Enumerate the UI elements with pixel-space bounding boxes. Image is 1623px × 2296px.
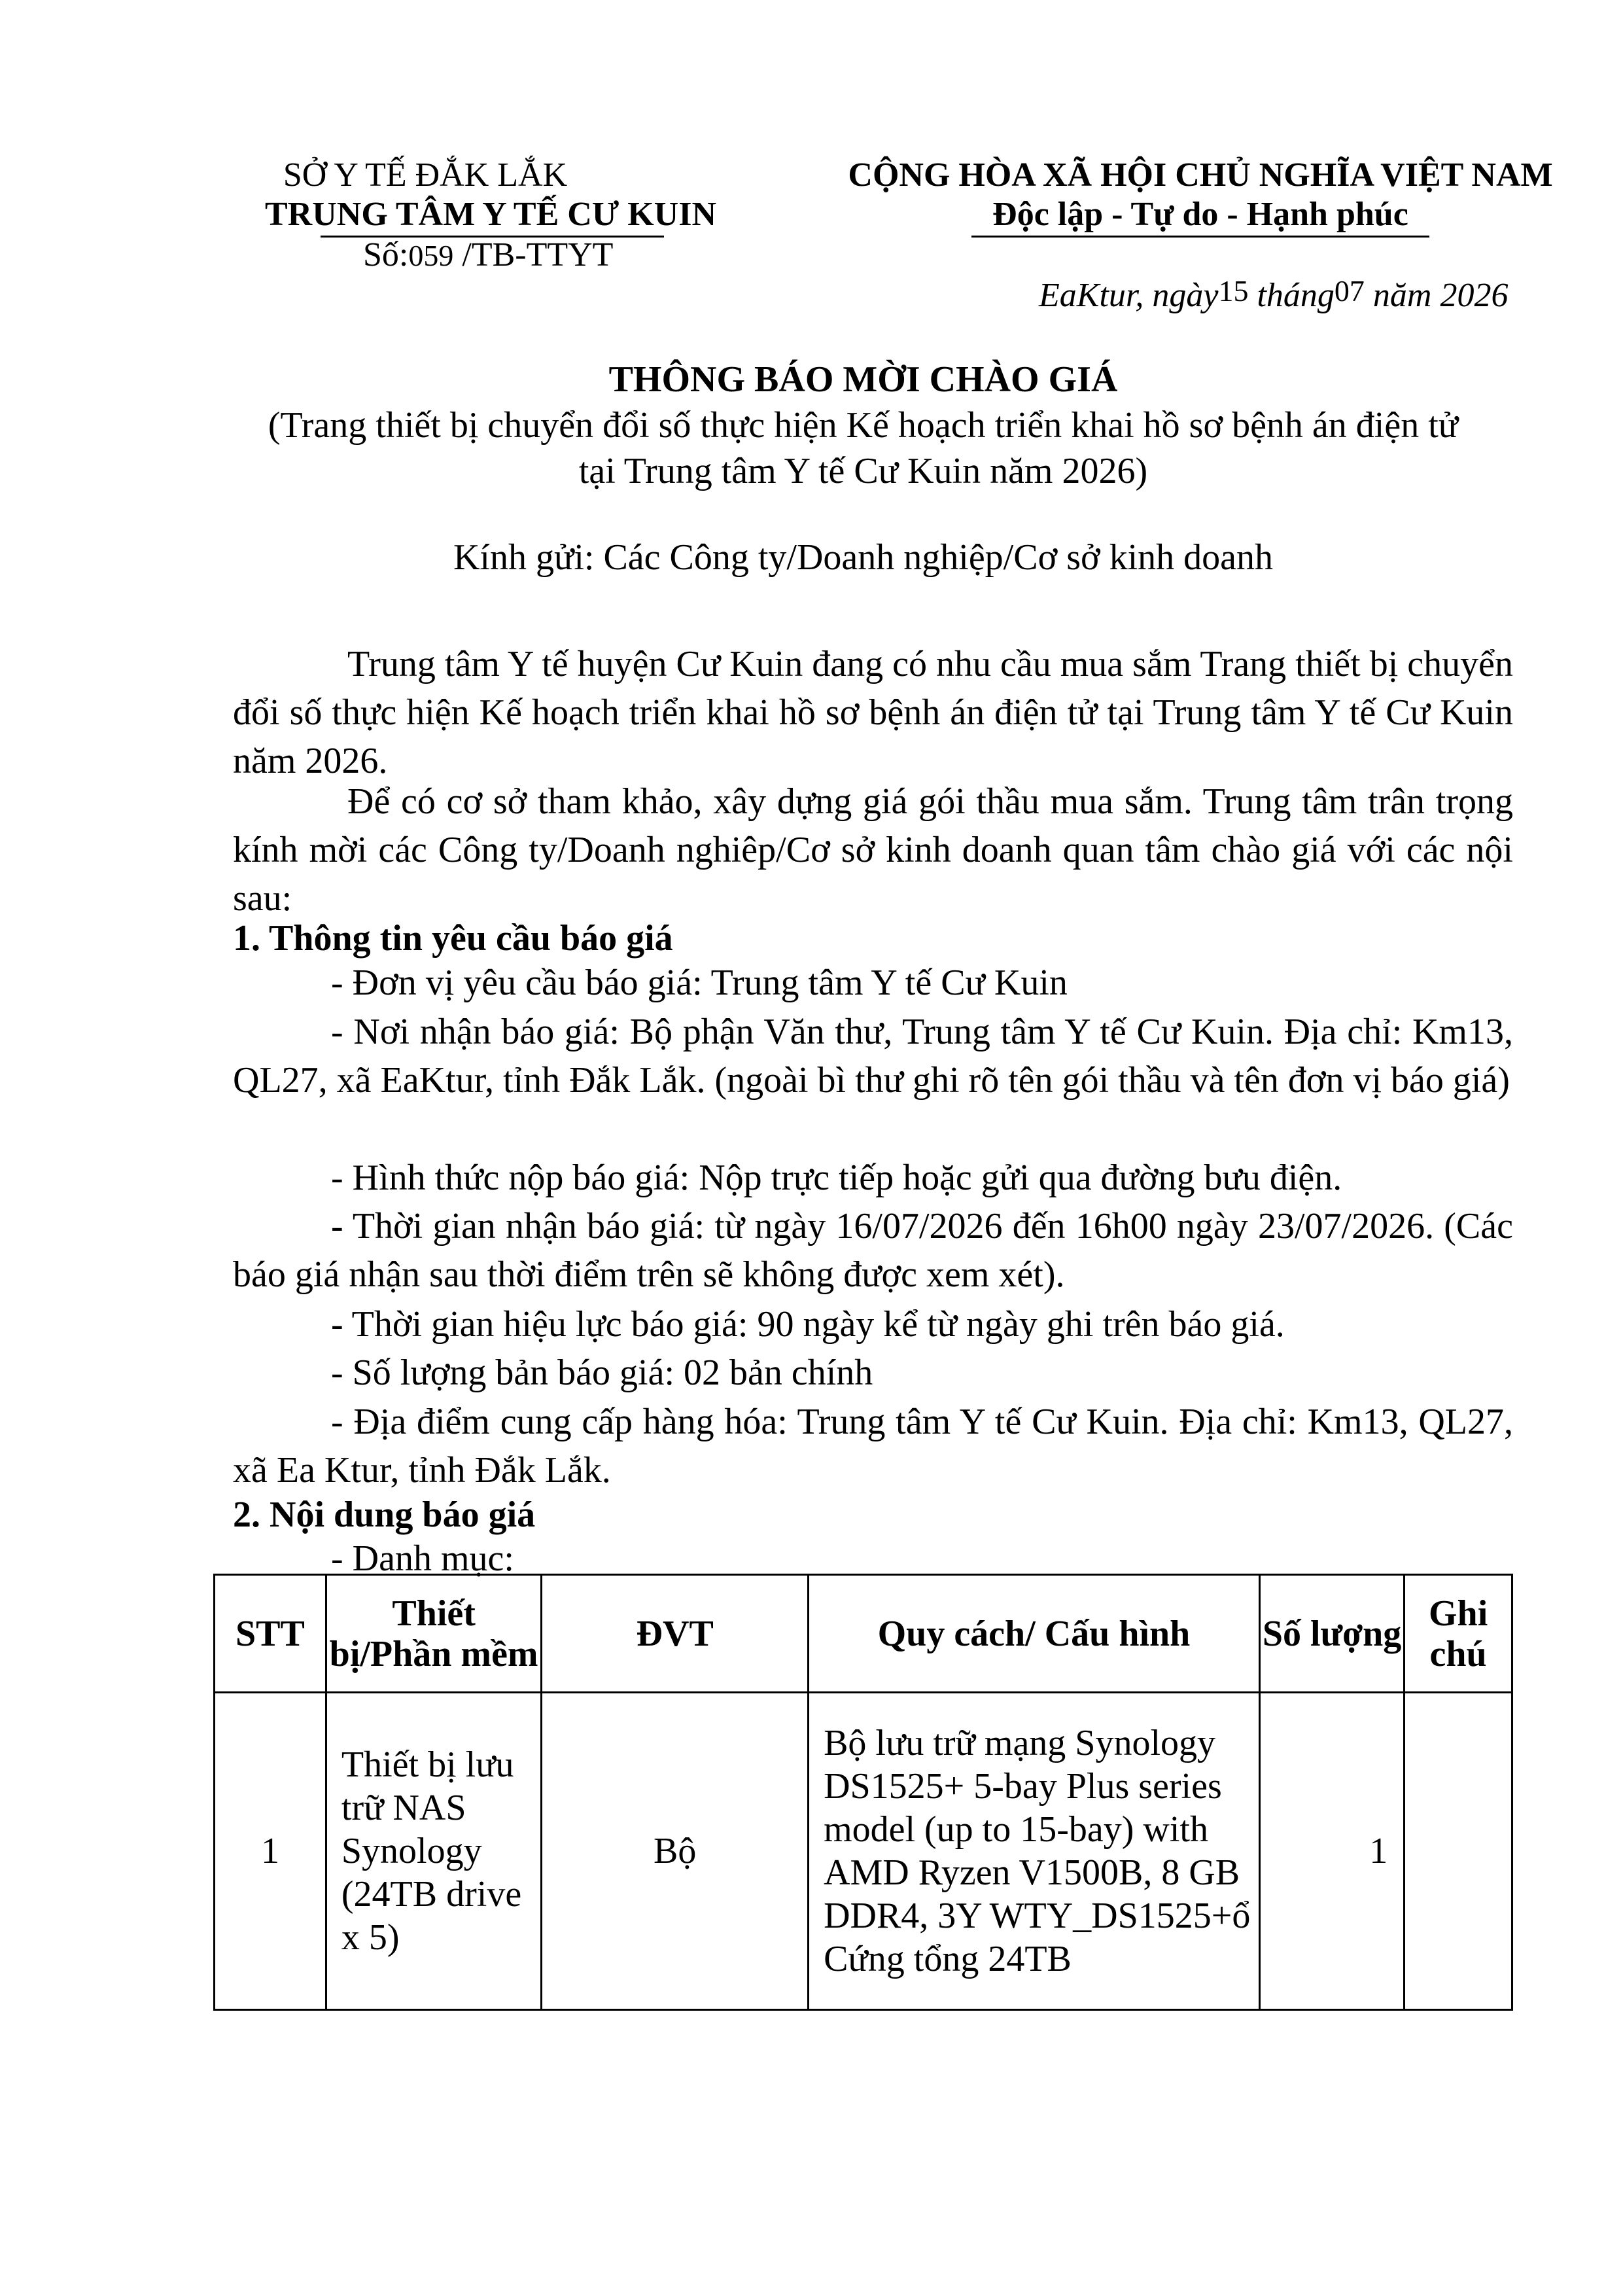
col-header-unit: ĐVT (542, 1575, 809, 1693)
section-1-heading: 1. Thông tin yêu cầu báo giá (233, 918, 673, 959)
info-item-submission-method: - Hình thức nộp báo giá: Nộp trực tiếp hoặc gửi qua đường bưu điện. (331, 1157, 1342, 1198)
national-motto: Độc lập - Tự do - Hạnh phúc (992, 196, 1408, 233)
list-label: - Danh mục: (331, 1538, 514, 1579)
info-item-delivery-place: - Địa điểm cung cấp hàng hóa: Trung tâm Y tế Cư Kuin. Địa chỉ: Km13, QL27, xã Ea Ktur, tỉnh Đắk Lắk. (233, 1402, 1513, 1491)
notice-title: THÔNG BÁO MỜI CHÀO GIÁ (608, 359, 1118, 400)
info-item-copies: - Số lượng bản báo giá: 02 bản chính (331, 1352, 873, 1393)
intro-paragraph-2: Để có cơ sở tham khảo, xây dựng giá gói thầu mua sắm. Trung tâm trân trọng kính mời các Công ty/Doanh nghiêp/Cơ sở kinh doanh quan tâm chào giá với các nội sau: (233, 781, 1513, 919)
equipment-table (213, 1574, 1513, 2011)
motto-underline (971, 236, 1429, 238)
date-line (1039, 276, 1575, 315)
cell-qty: 1 (1259, 1693, 1404, 2010)
date-month: 07 (1334, 274, 1365, 308)
doc-number-suffix: /TB-TTYT (453, 236, 614, 274)
col-header-note: Ghi chú (1405, 1575, 1512, 1693)
info-item-receiving-time: - Thời gian nhận báo giá: từ ngày 16/07/2026 đến 16h00 ngày 23/07/2026. (Các báo giá nhận sau thời điểm trên sẽ không được xem xét). (233, 1206, 1513, 1295)
notice-subtitle-line1: (Trang thiết bị chuyển đổi số thực hiện Kế hoạch triển khai hồ sơ bệnh án điện tử (268, 405, 1459, 446)
table-header-row (215, 1575, 1512, 1693)
cell-spec: Bộ lưu trữ mạng Synology DS1525+ 5-bay Plus series model (up to 15-bay) with AMD Ryzen V1500B, 8 GB DDR4, 3Y WTY_DS1525+ổ Cứng tổng 24TB (809, 1693, 1260, 2010)
section-2-heading: 2. Nội dung báo giá (233, 1494, 536, 1535)
doc-number-prefix: Số: (363, 236, 409, 274)
doc-number-value: 059 (408, 239, 454, 272)
col-header-spec: Quy cách/ Cấu hình (809, 1575, 1260, 1693)
issuing-organization: TRUNG TÂM Y TẾ CƯ KUIN (264, 196, 716, 233)
info-item-validity: - Thời gian hiệu lực báo giá: 90 ngày kể từ ngày ghi trên báo giá. (331, 1304, 1285, 1345)
col-header-device: Thiết bị/Phần mềm (326, 1575, 541, 1693)
date-year: năm 2026 (1372, 277, 1509, 314)
col-header-qty: Số lượng (1259, 1575, 1404, 1693)
notice-subtitle-line2: tại Trung tâm Y tế Cư Kuin năm 2026) (578, 451, 1148, 491)
info-item-requester: - Đơn vị yêu cầu báo giá: Trung tâm Y tế Cư Kuin (331, 963, 1068, 1003)
issuing-department: SỞ Y TẾ ĐẮK LẮK (283, 156, 568, 194)
cell-unit: Bộ (542, 1693, 809, 2010)
cell-device: Thiết bị lưu trữ NAS Synology (24TB drive x 5) (326, 1693, 541, 2010)
date-place: EaKtur, ngày (1039, 277, 1219, 314)
national-title: CỘNG HÒA XÃ HỘI CHỦ NGHĨA VIỆT NAM (848, 156, 1553, 194)
table-row (215, 1693, 1512, 2010)
cell-stt: 1 (215, 1693, 326, 2010)
info-item-receiving-place: - Nơi nhận báo giá: Bộ phận Văn thư, Trung tâm Y tế Cư Kuin. Địa chỉ: Km13, QL27, xã EaKtur, tỉnh Đắk Lắk. (ngoài bì thư ghi rõ tên gói thầu và tên đơn vị báo giá) (233, 1012, 1513, 1101)
date-month-label: tháng (1257, 277, 1335, 314)
cell-note (1405, 1693, 1512, 2010)
intro-paragraph-1: Trung tâm Y tế huyện Cư Kuin đang có nhu cầu mua sắm Trang thiết bị chuyển đổi số thực hiện Kế hoạch triển khai hồ sơ bệnh án điện tử tại Trung tâm Y tế Cư Kuin năm 2026. (233, 644, 1513, 781)
recipient-line: Kính gửi: Các Công ty/Doanh nghiệp/Cơ sở kinh doanh (453, 537, 1274, 578)
date-day: 15 (1218, 274, 1249, 308)
col-header-stt: STT (215, 1575, 326, 1693)
document-number (363, 236, 756, 274)
